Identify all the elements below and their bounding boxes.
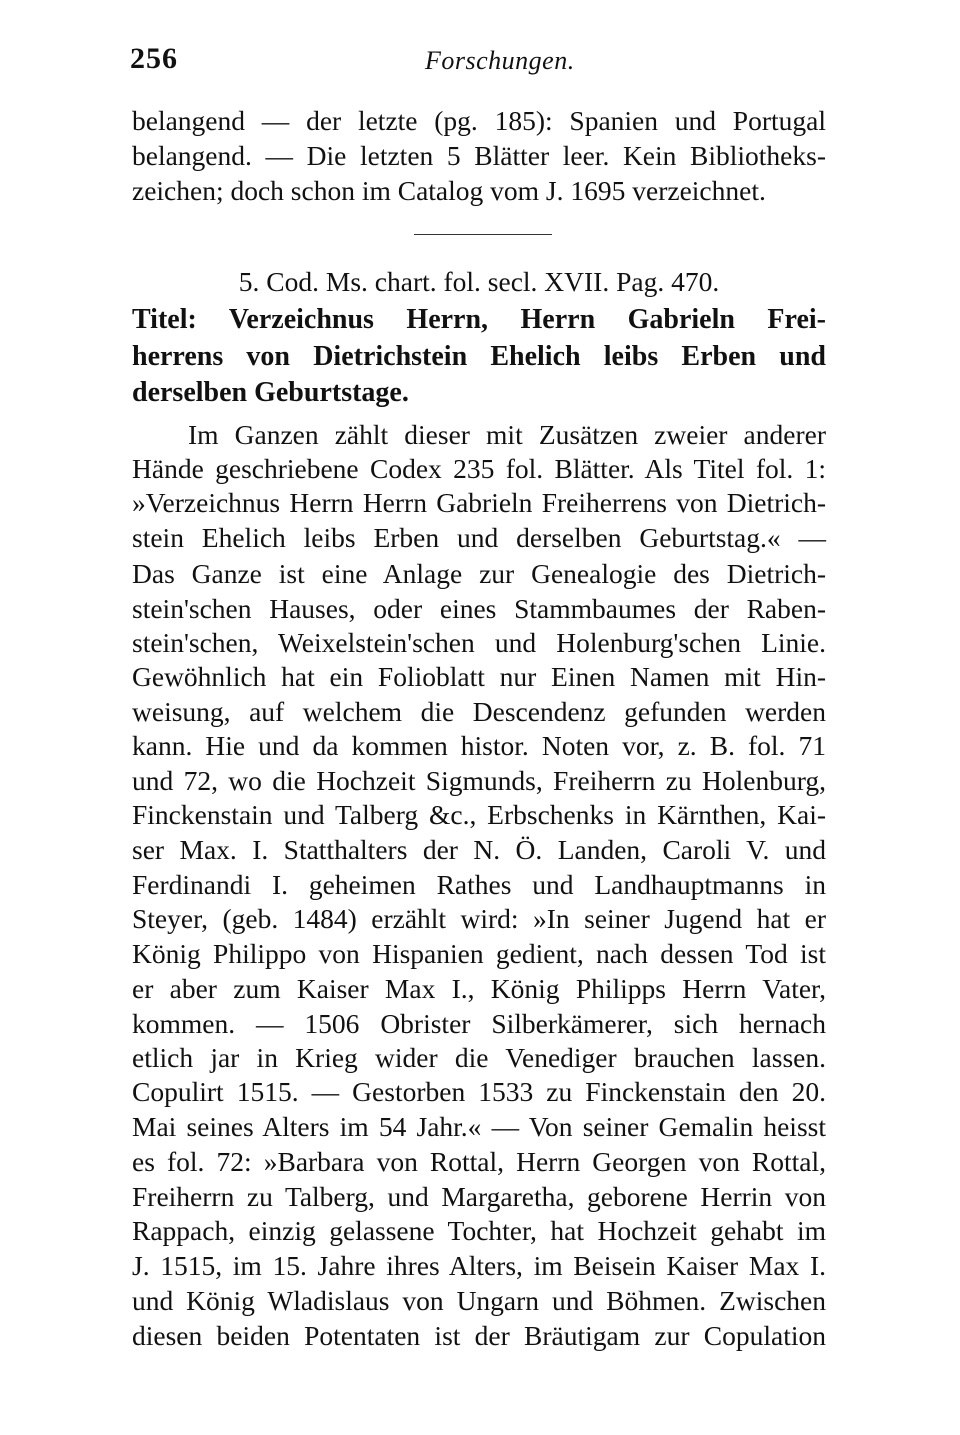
text-line: Freiherrn zu Talberg, und Margaretha, geborene Herrin von bbox=[132, 1181, 826, 1212]
text-line: »Verzeichnus Herrn Herrn Gabrieln Freiherrens von Dietrich- bbox=[132, 487, 826, 518]
running-head: Forschungen. bbox=[425, 46, 575, 75]
text-line: Copulirt 1515. — Gestorben 1533 zu Finckenstain den 20. bbox=[132, 1076, 826, 1107]
text-line: Steyer, (geb. 1484) erzählt wird: »In seiner Jugend hat er bbox=[132, 903, 826, 934]
text-line: er aber zum Kaiser Max I., König Philipps Herrn Vater, bbox=[132, 973, 826, 1004]
codex-heading: 5. Cod. Ms. chart. fol. secl. XVII. Pag. 470. bbox=[238, 266, 720, 297]
text-line: stein'schen, Weixelstein'schen und Holenburg'schen Linie. bbox=[132, 627, 826, 658]
title-line: derselben Geburtstage. bbox=[132, 377, 409, 408]
text-line: stein Ehelich leibs Erben und derselben Geburtstag.« — bbox=[132, 522, 826, 553]
section-divider bbox=[414, 234, 552, 235]
text-line: ser Max. I. Statthalters der N. Ö. Landen, Caroli V. und bbox=[132, 834, 826, 865]
text-line: belangend — der letzte (pg. 185): Spanien und Portugal bbox=[132, 105, 826, 136]
text-line: kommen. — 1506 Obrister Silberkämerer, sich hernach bbox=[132, 1008, 826, 1039]
text-line: kann. Hie und da kommen histor. Noten vor, z. B. fol. 71 bbox=[132, 730, 826, 761]
page-number: 256 bbox=[130, 42, 178, 75]
text-line: diesen beiden Potentaten ist der Bräutigam zur Copulation bbox=[132, 1320, 826, 1351]
text-line: Rappach, einzig gelassene Tochter, hat Hochzeit gehabt im bbox=[132, 1215, 826, 1246]
text-line: stein'schen Hauses, oder eines Stammbaumes der Raben- bbox=[132, 593, 826, 624]
text-line: Mai seines Alters im 54 Jahr.« — Von seiner Gemalin heisst bbox=[132, 1111, 826, 1142]
text-line: Ferdinandi I. geheimen Rathes und Landhauptmanns in bbox=[132, 869, 826, 900]
text-line: und 72, wo die Hochzeit Sigmunds, Freiherrn zu Holenburg, bbox=[132, 765, 826, 796]
text-line: Das Ganze ist eine Anlage zur Genealogie des Dietrich- bbox=[132, 558, 826, 589]
title-line: Titel: Verzeichnus Herrn, Herrn Gabrieln Frei- bbox=[132, 304, 826, 335]
text-line: belangend. — Die letzten 5 Blätter leer. Kein Bibliotheks- bbox=[132, 140, 826, 171]
text-line: es fol. 72: »Barbara von Rottal, Herrn Georgen von Rottal, bbox=[132, 1146, 826, 1177]
page-header bbox=[130, 42, 830, 82]
title-line: herrens von Dietrichstein Ehelich leibs Erben und bbox=[132, 341, 826, 372]
text-line: J. 1515, im 15. Jahre ihres Alters, im Beisein Kaiser Max I. bbox=[132, 1250, 826, 1281]
text-line: zeichen; doch schon im Catalog vom J. 1695 verzeichnet. bbox=[132, 175, 766, 206]
text-line: Hände geschriebene Codex 235 fol. Blätter. Als Titel fol. 1: bbox=[132, 453, 826, 484]
text-line: etlich jar in Krieg wider die Venediger brauchen lassen. bbox=[132, 1042, 826, 1073]
text-line: Im Ganzen zählt dieser mit Zusätzen zweier anderer bbox=[188, 419, 826, 450]
text-line: Finckenstain und Talberg &c., Erbschenks in Kärnthen, Kai- bbox=[132, 799, 826, 830]
text-line: Gewöhnlich hat ein Folioblatt nur Einen Namen mit Hin- bbox=[132, 661, 826, 692]
text-line: weisung, auf welchem die Descendenz gefunden werden bbox=[132, 696, 826, 727]
text-line: König Philippo von Hispanien gedient, nach dessen Tod ist bbox=[132, 938, 826, 969]
text-line: und König Wladislaus von Ungarn und Böhmen. Zwischen bbox=[132, 1285, 826, 1316]
